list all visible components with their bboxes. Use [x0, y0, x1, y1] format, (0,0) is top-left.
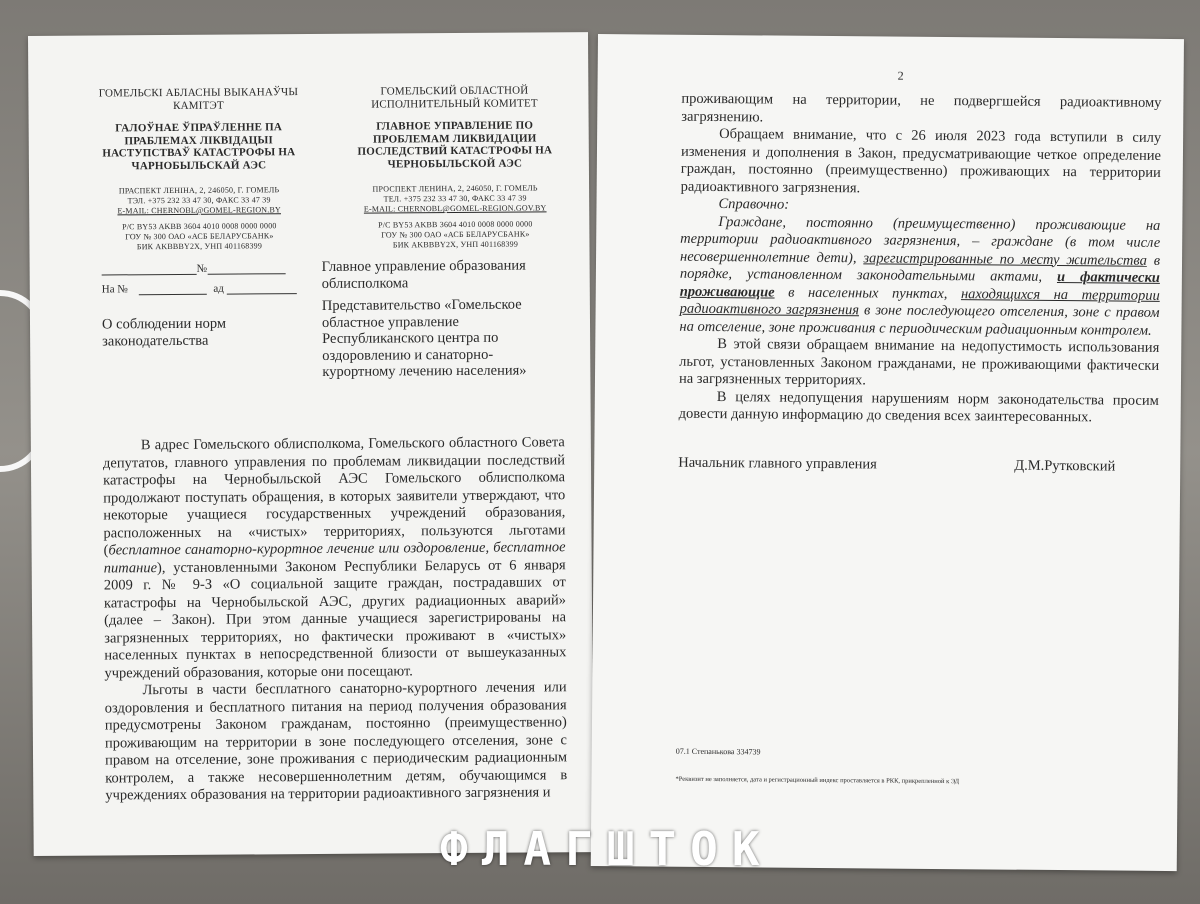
subject-line: О соблюдении норм законодательства [101, 315, 227, 349]
left-bank-bik: БИК AKBBBY2X, УНП 401168399 [136, 241, 263, 252]
ref-text-c: в населенных пунктах, [774, 284, 962, 302]
left-dept-name: ГАЛОЎНАЕ ЎПРАЎЛЕННЕ ПА ПРАБЛЕМАХ ЛІКВІДАЦЫІ НАСТУПСТВАЎ КАТАСТРОФЫ НА ЧАРНОБЫЛЬСКАЙ АЭС [102, 121, 296, 172]
right-bank-bik: БИК AKBBBY2X, УНП 401168399 [392, 239, 519, 250]
left-bank-account: Р/С BY53 AKBB 3604 4010 0008 0000 0000 [122, 221, 277, 232]
page-number: 2 [897, 68, 904, 83]
ref-underlined-registered: зарегистрированные по месту жительства [863, 249, 1147, 269]
paragraph-continuation: проживающим на территории, не подвергшейся радиоактивному загрязнению. [681, 90, 1162, 125]
recipient-representative: Представительство «Гомельское областное управление Республиканского центра по оздоровлению и санаторно-курортному лечению населения» [321, 296, 527, 380]
ref-bold-actually-living: и фактически проживающие [679, 269, 1160, 301]
left-address: ПРАСПЕКТ ЛЕНІНА, 2, 246050, Г. ГОМЕЛЬ [118, 185, 280, 196]
right-bank-account: Р/С BY53 AKBB 3604 4010 0008 0000 0000 [378, 219, 533, 230]
recipient-education: Главное управление образования облисполкома [321, 257, 526, 292]
watermark-logo: ФЛАГШТОК [440, 822, 774, 876]
left-bank-name: ГОУ № 300 ОАО «АСБ БЕЛАРУСБАНК» [125, 231, 274, 242]
ref-text-d: в зоне последующего отселения, зоне с правом на отселение, зоне проживания с периодическим радиационным контролем. [679, 302, 1160, 339]
para1-text-b: ), установленными Законом Республики Беларусь от 6 января 2009 г. № 9-З «О социальной защите граждан, пострадавших от катастрофы на Чернобыльской АЭС, других радиационных аварий» (далее – Закон). При этом данные учащиеся зарегистрированы на загрязненных территориях, но фактически проживают в «чистых» населенных пунктах в непосредственной близости от вышеуказанных учреждений образования, которые они посещают. [103, 556, 567, 681]
letter-page-2 [591, 34, 1184, 871]
ref-text-b: в порядке, установленном законодательными актами, [679, 252, 1161, 286]
right-org-top: ГОМЕЛЬСКИЙ ОБЛАСТНОЙ ИСПОЛНИТЕЛЬНЫЙ КОМИТЕТ [371, 84, 538, 111]
left-letterhead [98, 86, 299, 252]
right-email: E-MAIL: CHERNOBL@GOMEL-REGION.GOV.BY [363, 203, 547, 214]
paragraph-complaints [103, 434, 567, 682]
from-label: ад [213, 282, 224, 295]
signature-name: Д.М.Рутковский [1014, 457, 1116, 475]
executor-note: 07.1 Степанькова 334739 [675, 746, 761, 757]
right-address: ПРОСПЕКТ ЛЕНИНА, 2, 246050, Г. ГОМЕЛЬ [372, 183, 538, 194]
left-org-top: ГОМЕЛЬСКІ АБЛАСНЫ ВЫКАНАЎЧЫ КАМІТЭТ [98, 86, 299, 112]
letter-body-page-1 [103, 434, 568, 805]
right-dept-name: ГЛАВНОЕ УПРАВЛЕНИЕ ПО ПРОБЛЕМАМ ЛИКВИДАЦИИ ПОСЛЕДСТВИЙ КАТАСТРОФЫ НА ЧЕРНОБЫЛЬСКОЙ АЭС [357, 119, 553, 170]
on-number-label: На № [101, 283, 128, 296]
right-bank-name: ГОУ № 300 ОАО «АСБ БЕЛАРУСБАНК» [381, 229, 530, 240]
signature-title: Начальник главного управления [678, 454, 877, 473]
para1-italic: бесплатное санаторно-курортное лечение или оздоровление, бесплатное питание [103, 539, 566, 576]
ref-underlined-territory: находящихся на территории радиоактивного загрязнения [679, 285, 1160, 319]
left-phone: ТЭЛ. +375 232 33 47 30, ФАКС 33 47 39 [127, 195, 271, 206]
right-letterhead [354, 84, 555, 250]
para1-text-a: В адрес Гомельского облисполкома, Гомельского областного Совета депутатов, главного управления по проблемам ликвидации последствий катастрофы на Чернобыльской АЭС Гомельского облисполкома продолжают поступать обращения, в которых заявители утверждают, что некоторые учащиеся государственных учреждений образования, расположенных на «чистых» территориях, пользуются льготами ( [102, 434, 566, 559]
paragraph-reference [679, 213, 1160, 340]
ref-number-line [102, 282, 302, 295]
right-phone: ТЕЛ. +375 232 33 47 30, ФАКС 33 47 39 [383, 193, 527, 204]
paragraph-connection: В этой связи обращаем внимание на недопустимость использования льгот, установленных Законом гражданами, не проживающими фактически на загрязненных территориях. [678, 336, 1160, 389]
reg-number-line [102, 262, 287, 275]
letter-body-page-2 [679, 91, 1162, 428]
ref-text-a: Граждане, постоянно (преимущественно) проживающие на территории радиоактивного загрязнения, – граждане (в том числе несовершеннолетние дети), [679, 213, 1161, 266]
paragraph-benefits: Льготы в части бесплатного санаторно-курортного лечения или оздоровления и бесплатного питания на период получения образования предусмотрены Законом гражданам, постоянно (преимущественно) проживающим на территории в зоне последующего отселения, зоне с правом на отселение, зоне проживания с периодическим радиационным контролем, а также несовершеннолетним детям, обучающимся в учреждениях образования на территории радиоактивного загрязнения и [104, 679, 568, 804]
letter-page-1 [28, 32, 594, 856]
paragraph-attention: Обращаем внимание, что с 26 июля 2023 года вступили в силу изменения и дополнения в Закон, предусматривающие четкое определение граждан, постоянно (преимущественно) проживающих на территории радиоактивного загрязнения. [680, 126, 1162, 196]
footnote: *Реквизит не заполняется, дата и регистрационный индекс проставляется в РКК, прикрепленной к ЭД [675, 775, 960, 786]
reg-number-sign: № [196, 262, 208, 275]
reference-label: Справочно: [718, 196, 790, 213]
left-email: E-MAIL: CHERNOBL@GOMEL-REGION.BY [117, 205, 282, 216]
paragraph-request: В целях недопущения нарушениям норм законодательства просим довести данную информацию до сведения всех заинтересованных. [678, 388, 1159, 426]
